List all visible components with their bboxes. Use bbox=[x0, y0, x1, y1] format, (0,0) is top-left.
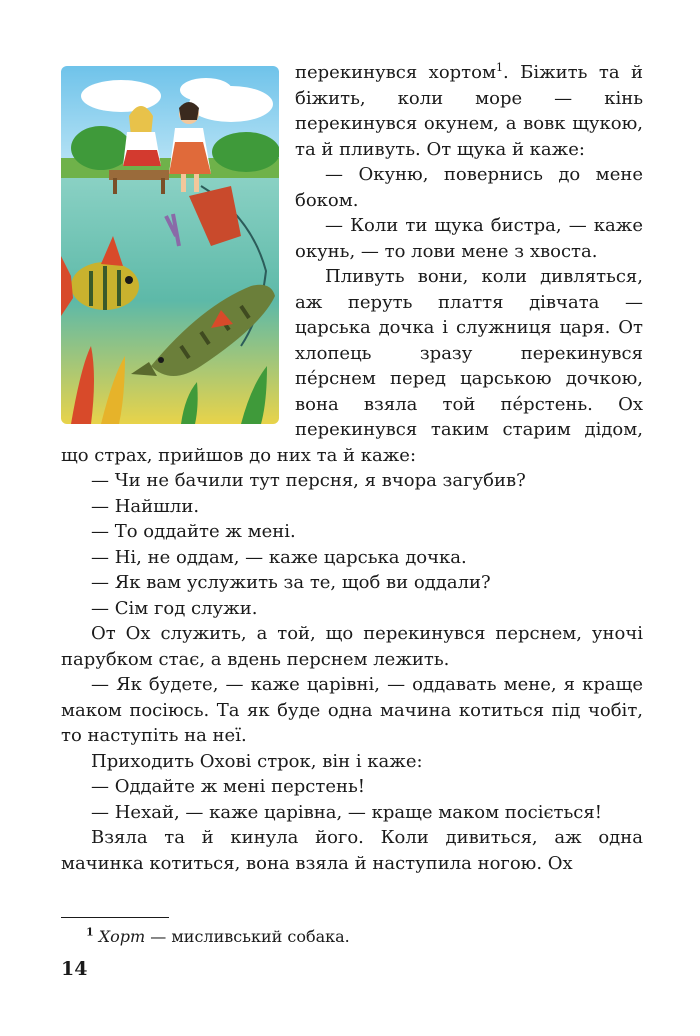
paragraph-11: От Ох служить, а той, що перекинувся перснем, уночі парубком стає, а вдень перснем лежить. bbox=[61, 623, 643, 670]
footnote bbox=[86, 926, 350, 948]
paragraph-8: — Ні, не оддам, — каже царська дочка. bbox=[91, 546, 467, 568]
footnote-ref[interactable]: 1 bbox=[495, 61, 503, 74]
paragraph-7: — То оддайте ж мені. bbox=[91, 521, 296, 542]
paragraph-1: перекинувся хортом$^1$. Біжить та й біжить, коли море — кінь перекинувся окунем, а вовк щукою, та й пливуть. От щука й каже: bbox=[295, 61, 643, 160]
story-text bbox=[61, 60, 643, 876]
paragraph-2: — Окуню, повернись до мене боком. bbox=[295, 164, 643, 211]
story-illustration bbox=[61, 66, 279, 424]
paragraph-5: — Чи не бачили тут персня, я вчора загубив? bbox=[91, 470, 526, 491]
paragraph-9: — Як вам услужить за те, щоб ви оддали? bbox=[91, 572, 491, 593]
paragraph-12: — Як будете, — каже царівні, — оддавать мене, я краще маком посіюсь. Та як буде одна мачина котиться під чобіт, то наступіть на неї. bbox=[61, 674, 643, 746]
page-number: 14 bbox=[61, 958, 88, 980]
paragraph-13: Приходить Охові строк, він і каже: bbox=[91, 750, 423, 772]
paragraph-3: — Коли ти щука бистра, — каже окунь, — то лови мене з хвоста. bbox=[295, 215, 643, 262]
footnote-definition: — мисливський собака. bbox=[145, 927, 350, 946]
paragraph-14: — Оддайте ж мені перстень! bbox=[91, 776, 366, 797]
fairy-tale-illustration-icon bbox=[61, 66, 279, 424]
footnote-term: Хорт bbox=[98, 927, 146, 946]
footnote-divider bbox=[61, 917, 169, 918]
paragraph-10: — Сім год служи. bbox=[91, 597, 258, 619]
paragraph-16: Взяла та й кинула його. Коли дивиться, аж одна мачинка котиться, вона взяла й наступила ногою. Ох bbox=[61, 827, 643, 874]
paragraph-6: — Найшли. bbox=[91, 495, 200, 517]
paragraph-15: — Нехай, — каже царівна, — краще маком посіється! bbox=[91, 801, 602, 823]
footnote-number: 1 bbox=[86, 925, 94, 939]
paragraph-4: Пливуть вони, коли дивляться, аж перуть плаття дівчата — царська дочка і служниця царя. От хлопець зразу перекинувся пе́рснем перед царською дочкою, вона взяла той пе́рстень. Ох перекинувся таким старим дідом, що страх, прийшов до них та й каже: bbox=[61, 266, 643, 466]
